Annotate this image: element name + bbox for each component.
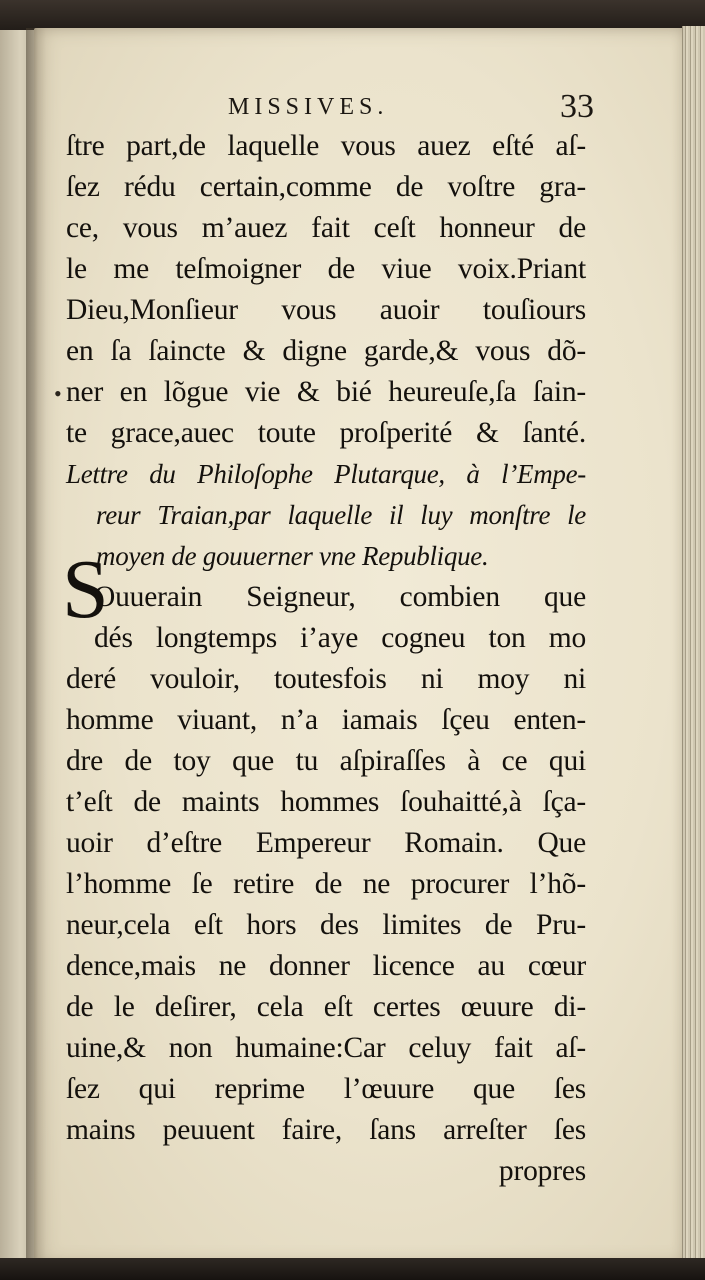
text-line: de le deſirer, cela eſt certes œuure di- — [66, 991, 586, 1023]
text-line: en ſa ſaincte & digne garde,& vous dõ- — [66, 335, 586, 367]
text-line: dre de toy que tu aſpiraſſes à ce qui — [66, 745, 586, 777]
page-block-edge — [682, 26, 705, 1266]
text-line: deré vouloir, toutesfois ni moy ni — [66, 663, 586, 695]
text-line: uine,& non humaine:Car celuy fait aſ- — [66, 1032, 586, 1064]
catchword: propres — [498, 1155, 586, 1187]
page-number: 33 — [560, 88, 594, 125]
text-line: dés longtemps i’aye cogneu ton mo — [94, 622, 586, 654]
text-line: te grace,auec toute proſperité & ſanté. — [66, 417, 586, 449]
text-line: le me teſmoigner de viue voix.Priant — [66, 253, 586, 285]
text-line: mains peuuent faire, ſans arreſter ſes — [66, 1114, 586, 1146]
running-title: MISSIVES. — [228, 94, 389, 120]
letter-heading-line: moyen de gouuerner vne Republique. — [96, 541, 489, 571]
gutter-shadow — [26, 28, 46, 1264]
text-line: dence,mais ne donner licence au cœur — [66, 950, 586, 982]
margin-mark: • — [54, 381, 62, 406]
letter-heading-line: Lettre du Philoſophe Plutarque, à l’Empe- — [66, 459, 586, 489]
text-line: Dieu,Monſieur vous auoir touſiours — [66, 294, 586, 326]
text-line: uoir d’eſtre Empereur Romain. Que — [66, 827, 586, 859]
text-line: homme viuant, n’a iamais ſçeu enten- — [66, 704, 586, 736]
letter-heading-line: reur Traian,par laquelle il luy monſtre le — [96, 500, 586, 530]
book-bottom-edge — [0, 1258, 705, 1280]
text-line: ſtre part,de laquelle vous auez eſté aſ- — [66, 130, 586, 162]
text-line: l’homme ſe retire de ne procurer l’hõ- — [66, 868, 586, 900]
text-line: ner en lõgue vie & bié heureuſe,ſa ſain- — [66, 376, 586, 408]
text-line: t’eſt de maints hommes ſouhaitté,à ſça- — [66, 786, 586, 818]
drop-cap: S — [62, 543, 109, 636]
text-line: ce, vous m’auez fait ceſt honneur de — [66, 212, 586, 244]
body-text — [66, 126, 586, 1192]
text-line: ſez rédu certain,comme de voſtre gra- — [66, 171, 586, 203]
text-line: Ouuerain Seigneur, combien que — [94, 581, 586, 613]
text-line: ſez qui reprime l’œuure que ſes — [66, 1073, 586, 1105]
text-line: neur,cela eſt hors des limites de Pru- — [66, 909, 586, 941]
